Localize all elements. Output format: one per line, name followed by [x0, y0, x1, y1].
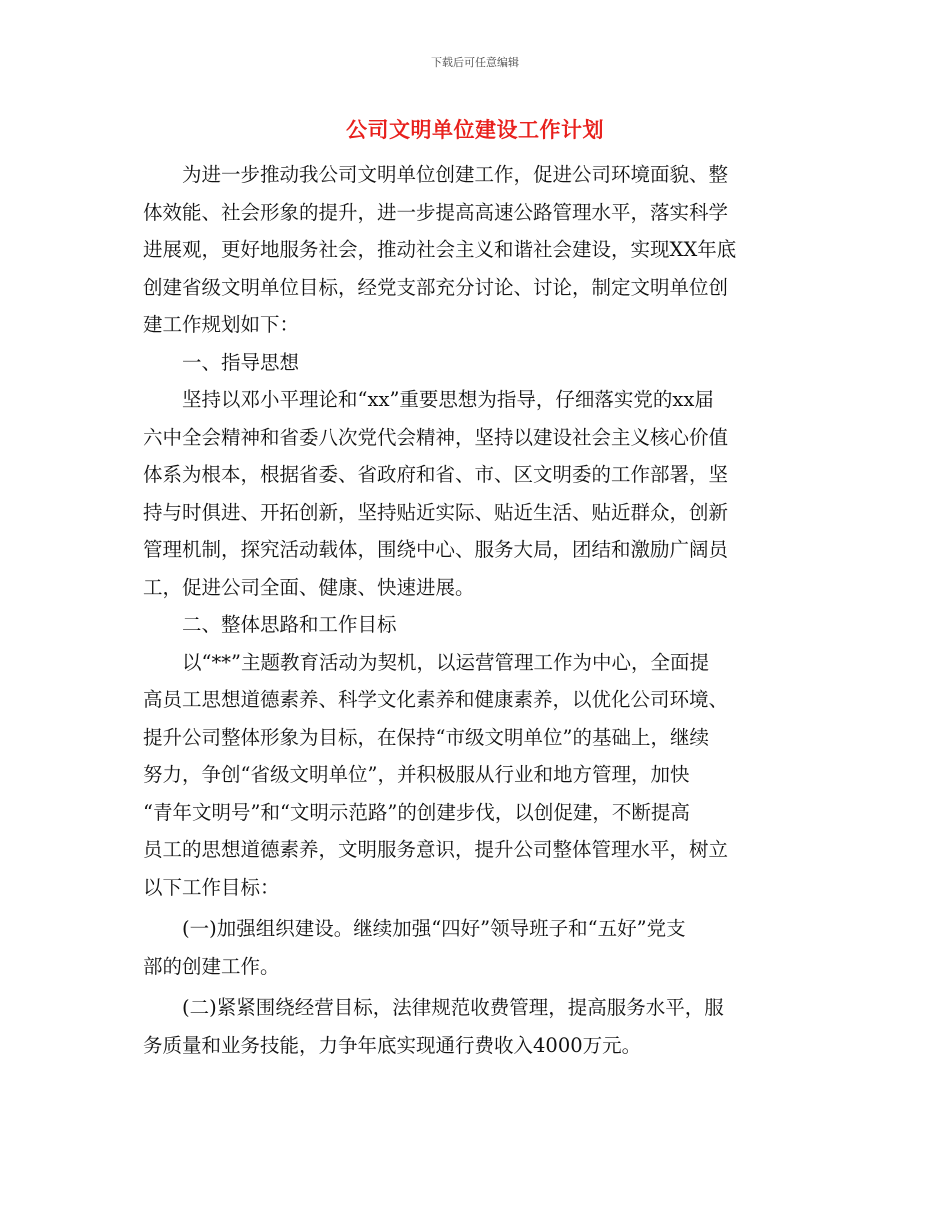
document-body	[143, 156, 803, 1064]
page-header: 下载后可任意编辑	[431, 56, 519, 69]
paragraph-line: 坚持以邓小平理论和“xx”重要思想为指导，仔细落实党的xx届	[182, 388, 714, 411]
section-heading: 二、整体思路和工作目标	[182, 613, 397, 636]
section-heading: 一、指导思想	[182, 350, 300, 374]
paragraph-line: 务质量和业务技能，力争年底实现通行费收入4000万元。	[143, 1033, 642, 1057]
paragraph-line: “青年文明号”和“文明示范路”的创建步伐，以创促建，不断提高	[143, 800, 690, 824]
document-title: 公司文明单位建设工作计划	[346, 118, 604, 142]
paragraph-line: 工，促进公司全面、健康、快速进展。	[143, 575, 475, 599]
paragraph-line: 高员工思想道德素养、科学文化素养和健康素养，以优化公司环境、	[143, 688, 729, 711]
paragraph-line: 管理机制，探究活动载体，围绕中心、服务大局，团结和激励广阔员	[143, 538, 729, 561]
paragraph-line: 建工作规划如下：	[143, 313, 300, 336]
paragraph-line: 进展观，更好地服务社会，推动社会主义和谐社会建设，实现XX年底	[143, 238, 737, 261]
paragraph-line: 六中全会精神和省委八次党代会精神，坚持以建设社会主义核心价值	[143, 425, 729, 449]
paragraph-line: (一)加强组织建设。继续加强“四好”领导班子和“五好”党支	[182, 917, 686, 940]
paragraph-line: 员工的思想道德素养，文明服务意识，提升公司整体管理水平，树立	[143, 838, 729, 861]
paragraph-line: 以“**”主题教育活动为契机，以运营管理工作为中心，全面提	[182, 650, 709, 674]
paragraph-line: (二)紧紧围绕经营目标，法律规范收费管理，提高服务水平，服	[182, 996, 724, 1019]
paragraph-line: 创建省级文明单位目标，经党支部充分讨论、讨论，制定文明单位创	[143, 275, 729, 299]
paragraph-line: 为进一步推动我公司文明单位创建工作，促进公司环境面貌、整	[182, 163, 729, 186]
paragraph-line: 部的创建工作。	[143, 954, 280, 978]
paragraph-line: 体效能、社会形象的提升，进一步提高高速公路管理水平，落实科学	[143, 200, 729, 224]
paragraph-line: 以下工作目标：	[143, 875, 280, 899]
paragraph-line: 体系为根本，根据省委、省政府和省、市、区文明委的工作部署，坚	[143, 463, 729, 486]
paragraph-line: 持与时俱进、开拓创新，坚持贴近实际、贴近生活、贴近群众，创新	[143, 500, 729, 524]
paragraph-line: 努力，争创“省级文明单位”，并积极服从行业和地方管理，加快	[143, 763, 690, 786]
paragraph-line: 提升公司整体形象为目标，在保持“市级文明单位”的基础上，继续	[143, 725, 709, 749]
